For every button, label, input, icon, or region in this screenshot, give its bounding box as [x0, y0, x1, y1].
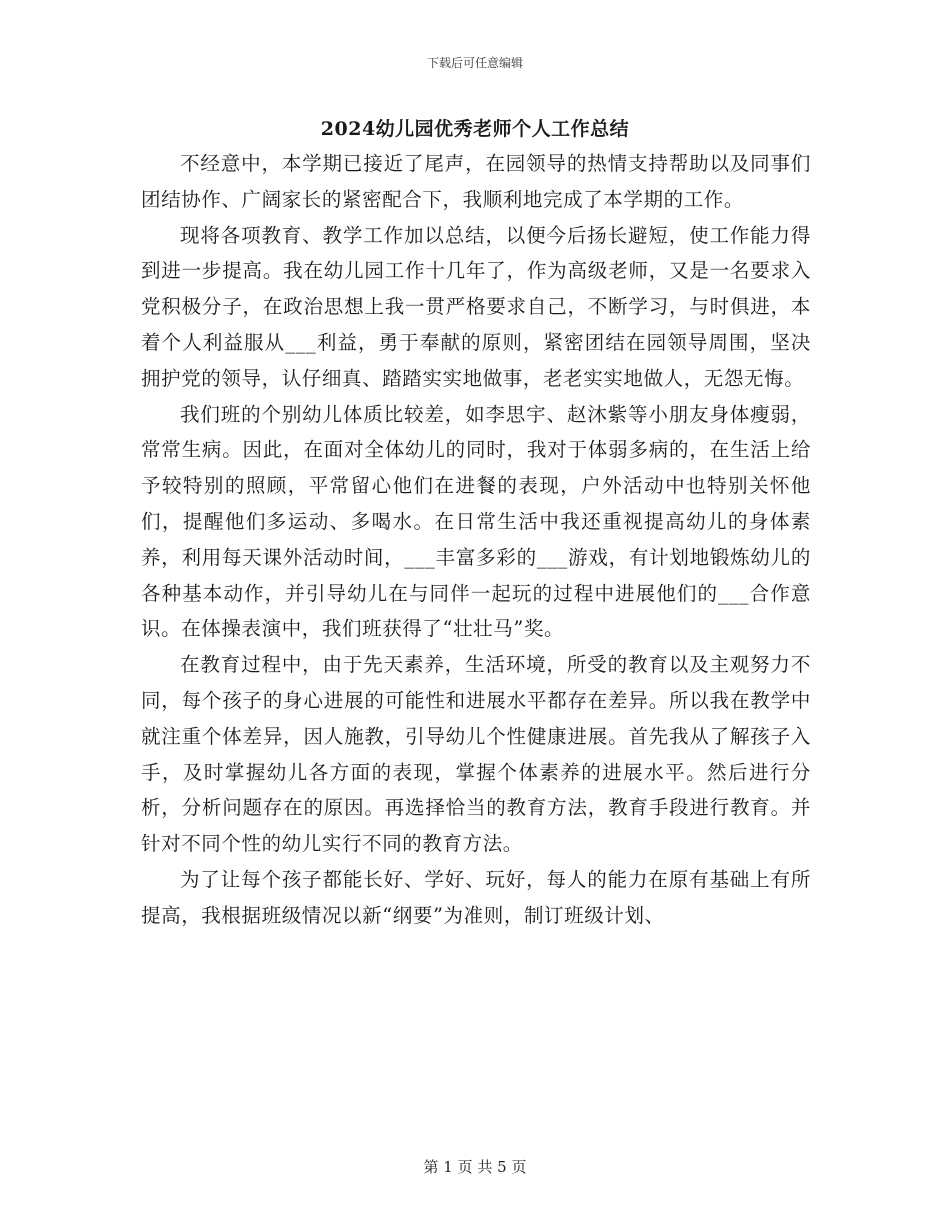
- paragraph-3: 我们班的个别幼儿体质比较差，如李思宇、赵沐紫等小朋友身体瘦弱，常常生病。因此，在面对全体幼儿的同时，我对于体弱多病的，在生活上给予较特别的照顾，平常留心他们在进餐的表现，户外活动中也特别关怀他们，提醒他们多运动、多喝水。在日常生活中我还重视提高幼儿的身体素养，利用每天课外活动时间，___丰富多彩的___游戏，有计划地锻炼幼儿的各种基本动作，并引导幼儿在与同伴一起玩的过程中进展他们的___合作意识。在体操表演中，我们班获得了“壮壮马”奖。: [141, 402, 811, 641]
- page-header-note: 下载后可任意编辑: [426, 56, 523, 70]
- paragraph-5: 为了让每个孩子都能长好、学好、玩好，每人的能力在原有基础上有所提高，我根据班级情况以新“纲要”为准则，制订班级计划、: [141, 867, 811, 927]
- document-body: [141, 146, 811, 934]
- paragraph-2: 现将各项教育、教学工作加以总结，以便今后扬长避短，使工作能力得到进一步提高。我在幼儿园工作十几年了，作为高级老师，又是一名要求入党积极分子，在政治思想上我一贯严格要求自己，不断学习，与时俱进，本着个人利益服从___利益，勇于奉献的原则，紧密团结在园领导周围，坚决拥护党的领导，认仔细真、踏踏实实地做事，老老实实地做人，无怨无悔。: [141, 223, 811, 390]
- paragraph-1: 不经意中，本学期已接近了尾声，在园领导的热情支持帮助以及同事们团结协作、广阔家长的紧密配合下，我顺利地完成了本学期的工作。: [141, 152, 811, 211]
- paragraph-4: 在教育过程中，由于先天素养，生活环境，所受的教育以及主观努力不同，每个孩子的身心进展的可能性和进展水平都存在差异。所以我在教学中就注重个体差异，因人施教，引导幼儿个性健康进展。首先我从了解孩子入手，及时掌握幼儿各方面的表现，掌握个体素养的进展水平。然后进行分析，分析问题存在的原因。再选择恰当的教育方法，教育手段进行教育。并针对不同个性的幼儿实行不同的教育方法。: [141, 653, 811, 856]
- page-number-footer: 第 1 页 共 5 页: [423, 1158, 527, 1176]
- document-title: 2024幼儿园优秀老师个人工作总结: [320, 118, 630, 140]
